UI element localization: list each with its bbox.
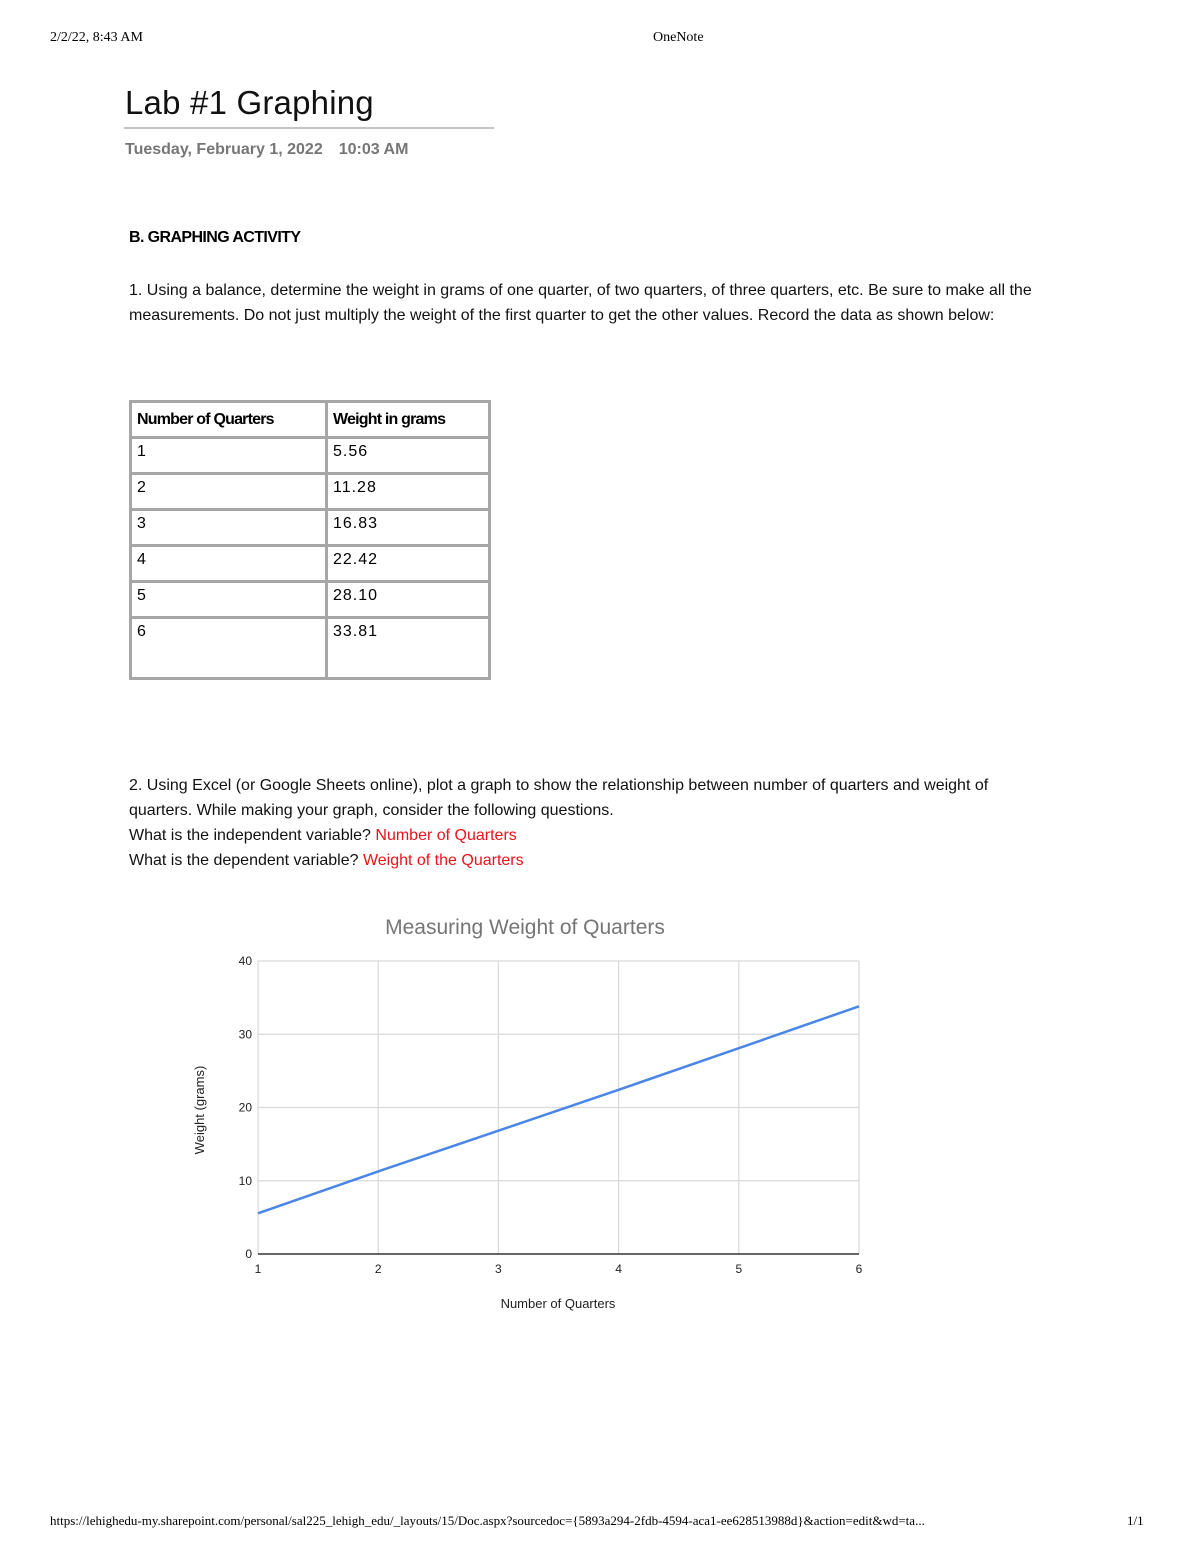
cell-quarters: 6	[131, 618, 327, 679]
header-weight-in-grams: Weight in grams	[327, 402, 490, 438]
x-tick-label: 6	[855, 1262, 863, 1276]
x-tick-label: 1	[254, 1262, 262, 1276]
chart-gridlines	[258, 961, 859, 1254]
y-tick-label: 10	[238, 1173, 252, 1188]
x-tick-label: 5	[735, 1262, 743, 1276]
step1-instructions: 1. Using a balance, determine the weight in grams of one quarter, of two quarters, of three quarters, etc. Be sure to make all the measurements. Do not just multiply the weight of the first quarter to get the other values. Record the data as shown below:	[129, 282, 1032, 324]
table-row	[131, 474, 490, 510]
cell-quarters: 2	[131, 474, 327, 510]
cell-quarters: 5	[131, 582, 327, 618]
step2-instructions	[129, 773, 1029, 873]
independent-variable-line	[129, 823, 1029, 848]
cell-weight: 28.10	[327, 582, 490, 618]
cell-weight: 5.56	[327, 438, 490, 474]
step2-text: 2. Using Excel (or Google Sheets online), plot a graph to show the relationship between number of quarters and weight of quarters. While making your graph, consider the following questions.	[129, 777, 989, 819]
dependent-question: What is the dependent variable?	[129, 852, 359, 869]
print-app-name: OneNote	[653, 30, 704, 45]
print-url: https://lehighedu-my.sharepoint.com/personal/sal225_lehigh_edu/_layouts/15/Doc.aspx?sourcedoc={5893a294-2fdb-4594-aca1-ee628513988d}&action=edit&wd=ta...	[50, 1513, 925, 1528]
table-header-row	[131, 402, 490, 438]
y-axis-ticks	[239, 954, 253, 1261]
x-tick-label: 4	[615, 1262, 622, 1276]
dependent-variable-line	[129, 848, 1029, 873]
header-number-of-quarters: Number of Quarters	[131, 402, 327, 438]
independent-answer: Number of Quarters	[375, 827, 517, 844]
title-divider	[124, 127, 494, 129]
cell-weight: 33.81	[327, 618, 490, 679]
y-axis-label: Weight (grams)	[192, 1065, 207, 1155]
x-tick-label: 2	[374, 1262, 382, 1276]
page-title: Lab #1 Graphing	[125, 84, 374, 121]
x-tick-label: 3	[495, 1262, 502, 1276]
independent-question: What is the independent variable?	[129, 827, 371, 844]
y-tick-label: 30	[238, 1027, 252, 1042]
table-row	[131, 438, 490, 474]
cell-quarters: 4	[131, 546, 327, 582]
table-row	[131, 510, 490, 546]
table-row	[131, 546, 490, 582]
print-page-number: 1/1	[1127, 1513, 1144, 1528]
table-row	[131, 618, 490, 679]
cell-quarters: 3	[131, 510, 327, 546]
x-axis-ticks	[255, 1262, 863, 1276]
cell-weight: 16.83	[327, 510, 490, 546]
x-axis-label: Number of Quarters	[500, 1296, 616, 1311]
weight-line-chart	[180, 905, 880, 1325]
y-tick-label: 0	[245, 1247, 252, 1261]
dependent-answer: Weight of the Quarters	[362, 852, 524, 869]
cell-quarters: 1	[131, 438, 327, 474]
print-datetime: 2/2/22, 8:43 AM	[50, 30, 143, 45]
section-heading: B. GRAPHING ACTIVITY	[129, 229, 301, 246]
y-tick-label: 40	[238, 954, 252, 968]
cell-weight: 11.28	[327, 474, 490, 510]
quarters-data-table	[129, 400, 491, 680]
y-tick-label: 20	[238, 1100, 252, 1115]
page-time: 10:03 AM	[338, 141, 409, 158]
table-row	[131, 582, 490, 618]
series-line-weight	[258, 1006, 859, 1213]
page-date: Tuesday, February 1, 2022	[125, 141, 323, 158]
cell-weight: 22.42	[327, 546, 490, 582]
chart-canvas	[180, 905, 880, 1325]
page-timestamp	[125, 141, 408, 159]
chart-title: Measuring Weight of Quarters	[385, 916, 665, 939]
